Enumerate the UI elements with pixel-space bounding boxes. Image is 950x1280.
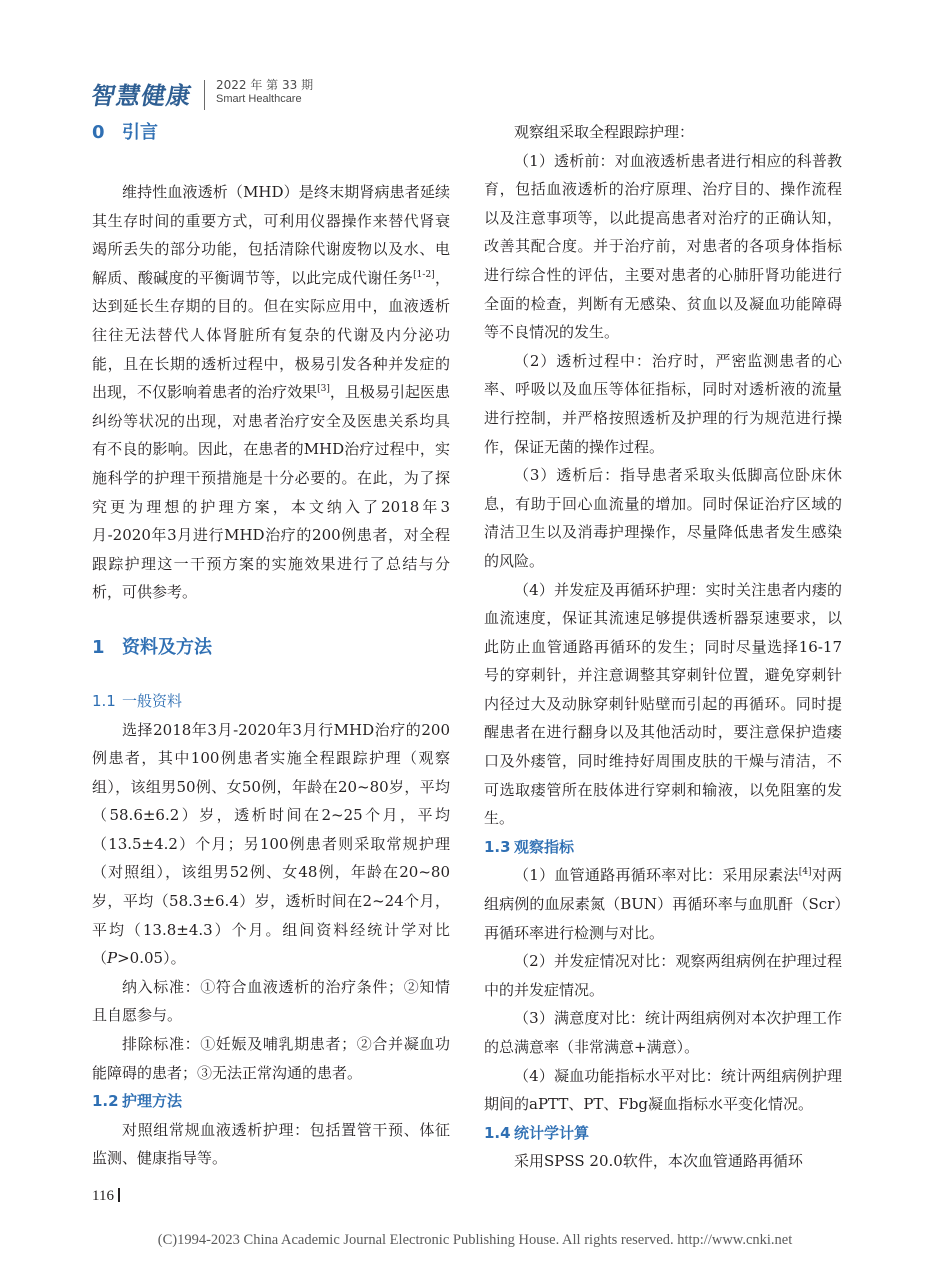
section-heading-introduction bbox=[92, 118, 450, 148]
journal-logo: 智慧健康 bbox=[89, 82, 195, 110]
exclusion-criteria: 排除标准：①妊娠及哺乳期患者；②合并凝血功能障碍的患者；③无法正常沟通的患者。 bbox=[92, 1035, 450, 1082]
journal-english-name: Smart Healthcare bbox=[216, 93, 302, 105]
subsection-heading-general-data bbox=[92, 687, 450, 716]
page-number: 116 bbox=[92, 1188, 120, 1205]
subsection-number: 1.4 bbox=[484, 1123, 511, 1142]
citation-ref: [1-2] bbox=[413, 269, 435, 280]
section-number: 1 bbox=[92, 636, 105, 658]
subsection-number: 1.2 bbox=[92, 1092, 119, 1111]
issue-label: 2022 年 第 33 期 bbox=[216, 78, 314, 92]
subsection-number: 1.3 bbox=[484, 837, 511, 856]
indicator-satisfaction: （3）满意度对比：统计两组病例对本次护理工作的总满意率（非常满意+满意）。 bbox=[484, 1009, 842, 1056]
copyright-footer: (C)1994-2023 China Academic Journal Electronic Publishing House. All rights reserved. http://www.cnki.net bbox=[157, 1232, 793, 1248]
subsection-heading-observation-indicators bbox=[484, 833, 842, 862]
control-group-paragraph: 对照组常规血液透析护理：包括置管干预、体征监测、健康指导等。 bbox=[92, 1120, 450, 1168]
subsection-title: 一般资料 bbox=[122, 691, 183, 710]
right-column bbox=[484, 118, 842, 1176]
general-data-paragraph: 选择2018年3月-2020年3月行MHD治疗的200例患者，其中100例患者实施全程跟踪护理（观察组），该组男50例、女50例，年龄在20~80岁，平均（58.6±6.2）岁，透析时间在2~25个月，平均（13.5±4.2）个月；另100例患者则采取常规护理（对照组），该组男52例、女48例，年龄在20~80岁，平均（58.3±6.4）岁，透析时间在2~24个月，平均（13.8±4.3）个月。组间资料经统计学对比（P>0.05）。 bbox=[92, 720, 450, 968]
citation-ref: [3] bbox=[317, 384, 330, 395]
intro-paragraph: 维持性血液透析（MHD）是终末期肾病患者延续其生存时间的重要方式，可利用仪器操作来替代肾衰竭所丢失的部分功能，包括清除代谢废物以及水、电解质、酸碱度的平衡调节等，以此完成代谢任务[1-2]，达到延长生存期的目的。但在实际应用中，血液透析往往无法替代人体肾脏所有复杂的代谢及内分泌功能，且在长期的透析过程中，极易引发各种并发症的出现，不仅影响着患者的治疗效果[3]，且极易引起医患纠纷等状况的出现，对患者治疗安全及医患关系均具有不良的影响。因此，在患者的MHD治疗过程中，实施科学的护理干预措施是十分必要的。在此，为了探究更为理想的护理方案，本文纳入了2018年3月-2020年3月进行MHD治疗的200例患者，对全程跟踪护理这一干预方案的实施效果进行了总结与分析，可供参考。 bbox=[92, 183, 450, 602]
section-title: 引言 bbox=[122, 122, 158, 143]
statistics-paragraph: 采用SPSS 20.0软件，本次血管通路再循环 bbox=[514, 1152, 803, 1171]
subsection-title: 统计学计算 bbox=[514, 1123, 590, 1142]
post-dialysis-paragraph: （3）透析后：指导患者采取头低脚高位卧床休息，有助于回心血流量的增加。同时保证治疗区域的清洁卫生以及消毒护理操作，尽量降低患者发生感染的风险。 bbox=[484, 466, 842, 570]
indicator-complications: （2）并发症情况对比：观察两组病例在护理过程中的并发症情况。 bbox=[484, 952, 842, 999]
inclusion-criteria: 纳入标准：①符合血液透析的治疗条件；②知情且自愿参与。 bbox=[92, 977, 450, 1025]
indicator-coagulation: （4）凝血功能指标水平对比：统计两组病例护理期间的aPTT、PT、Fbg凝血指标水平变化情况。 bbox=[484, 1066, 842, 1114]
citation-ref: [4] bbox=[798, 867, 812, 878]
subsection-heading-nursing-methods bbox=[92, 1087, 450, 1116]
section-title: 资料及方法 bbox=[122, 636, 212, 658]
complication-paragraph: （4）并发症及再循环护理：实时关注患者内瘘的血流速度，保证其流速足够提供透析器泵速要求，以此防止血管通路再循环的发生；同时尽量选择16-17号的穿刺针，并注意调整其穿刺针位置，避免穿刺针内径过大及动脉穿刺针贴壁而引起的再循环。同时提醒患者在进行翻身以及其他活动时，要注意保护造瘘口及外瘘管，同时维持好周围皮肤的干燥与清洁，不可选取瘘管所在肢体进行穿刺和输液，以免阻塞的发生。 bbox=[484, 580, 842, 828]
left-column bbox=[92, 118, 450, 1173]
pre-dialysis-paragraph: （1）透析前：对血液透析患者进行相应的科普教育，包括血液透析的治疗原理、治疗目的、操作流程以及注意事项等，以此提高患者对治疗的正确认知，改善其配合度。并于治疗前，对患者的各项身体指标进行综合性的评估，主要对患者的心肺肝肾功能进行全面的检查，判断有无感染、贫血以及凝血功能障碍等不良情况的发生。 bbox=[484, 151, 842, 342]
subsection-title: 护理方法 bbox=[122, 1092, 183, 1111]
subsection-number: 1.1 bbox=[92, 691, 116, 710]
section-heading-materials-methods bbox=[92, 633, 450, 663]
subsection-heading-statistics bbox=[484, 1119, 842, 1148]
subsection-title: 观察指标 bbox=[514, 837, 575, 856]
section-number: 0 bbox=[92, 122, 105, 143]
p-value-symbol: P bbox=[107, 949, 118, 968]
observation-group-intro: 观察组采取全程跟踪护理： bbox=[514, 123, 695, 141]
indicator-recirculation: （1）血管通路再循环率对比：采用尿素法[4]对两组病例的血尿素氮（BUN）再循环率与血肌酐（Scr）再循环率进行检测与对比。 bbox=[484, 866, 842, 942]
page-number-bar bbox=[118, 1188, 120, 1202]
header-divider bbox=[204, 80, 205, 110]
during-dialysis-paragraph: （2）透析过程中：治疗时，严密监测患者的心率、呼吸以及血压等体征指标，同时对透析液的流量进行控制，并严格按照透析及护理的行为规范进行操作，保证无菌的操作过程。 bbox=[484, 351, 842, 456]
